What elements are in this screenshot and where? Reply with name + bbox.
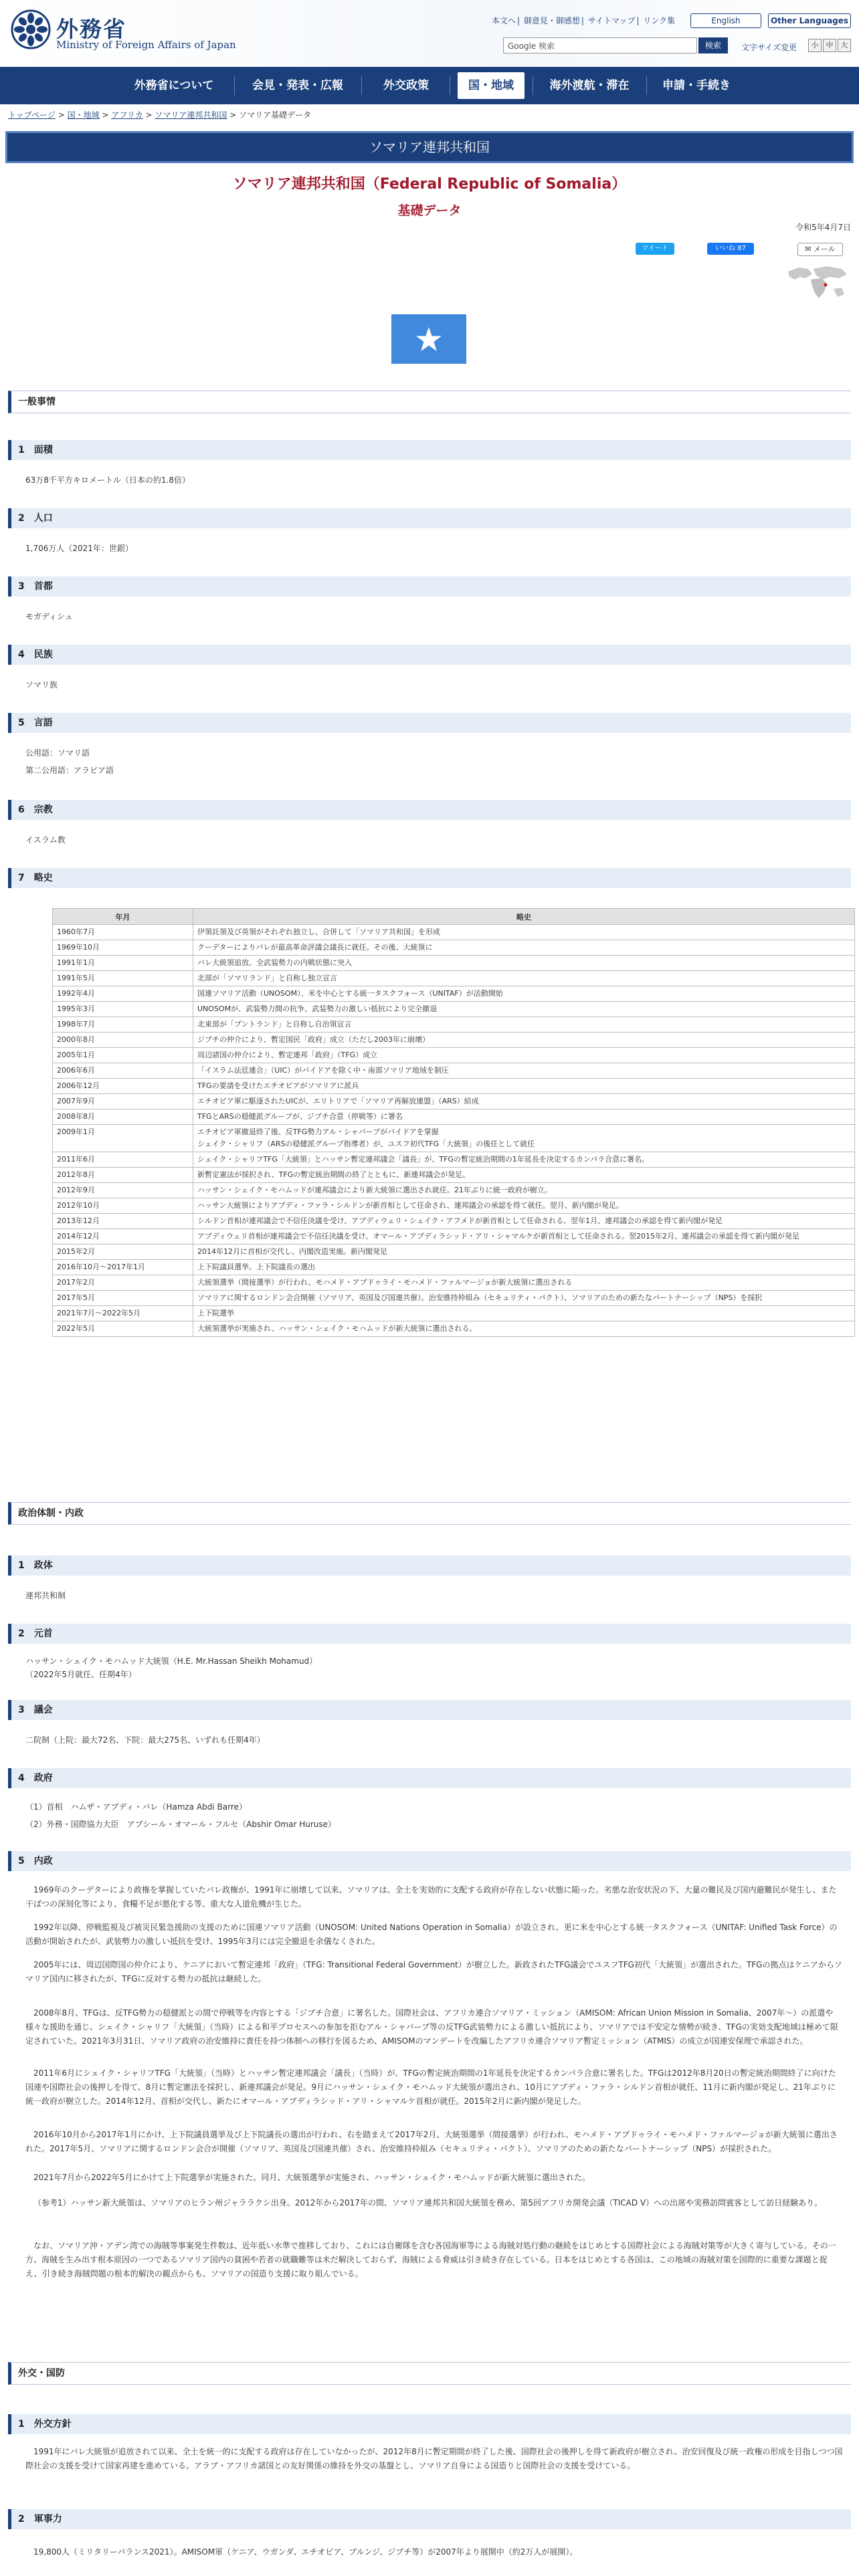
history-event-cell: ソマリアに関するロンドン会合開催（ソマリア、英国及び国連共催）。治安維持枠組み（セキュリティ・パクト）、ソマリアのための新たなパートナーシップ（NPS）を採択 xyxy=(193,1291,855,1306)
language-official-text: 公用語：ソマリ語 xyxy=(25,748,90,758)
utility-links: 本文へ | 御意見・御感想 | サイトマップ | リンク集 xyxy=(492,16,676,25)
utility-link-links[interactable]: リンク集 xyxy=(643,16,676,25)
history-date-cell: 2000年8月 xyxy=(53,1033,193,1048)
head-of-state-term: （2022年5月就任、任期4年） xyxy=(25,1670,136,1679)
breadcrumb-regions[interactable]: 国・地域 xyxy=(67,110,100,120)
subsection-capital: 3 首都 xyxy=(8,576,851,597)
government-fm: （2）外務・国際協力大臣 アブシール・オマール・フルセ（Abshir Omar Huruse） xyxy=(25,1820,337,1829)
utility-link-skip[interactable]: 本文へ xyxy=(492,16,516,25)
history-date-cell: 2016年10月～2017年1月 xyxy=(53,1260,193,1275)
history-event-cell: TFGの要請を受けたエチオピアがソマリアに派兵 xyxy=(193,1079,855,1094)
history-row xyxy=(53,1291,855,1306)
site-title-jp[interactable]: 外務省 xyxy=(56,16,126,42)
history-row xyxy=(53,925,855,940)
history-row xyxy=(53,1094,855,1109)
mail-label: メール xyxy=(813,245,836,253)
section-general: 一般事情 xyxy=(8,391,851,413)
history-row xyxy=(53,1152,855,1168)
global-nav xyxy=(0,67,859,104)
history-row xyxy=(53,1275,855,1291)
history-row xyxy=(53,1048,855,1063)
capital-text: モガディシュ xyxy=(25,612,73,621)
history-event-cell: ハッサン大統領によりアブディ・ファラ・シルドンが新首相として任命され、連邦議会の承認を得て就任。翌月、新内閣が発足。 xyxy=(193,1198,855,1214)
history-date-cell: 2008年8月 xyxy=(53,1109,193,1125)
africa-location-map-icon xyxy=(785,262,850,302)
history-row xyxy=(53,1306,855,1321)
search-input[interactable]: Google 検索 xyxy=(503,37,697,53)
history-row xyxy=(53,1125,855,1152)
nav-procedures[interactable]: 申請・手続き xyxy=(662,79,731,92)
breadcrumb-somalia[interactable]: ソマリア連邦共和国 xyxy=(155,110,227,120)
utility-link-feedback[interactable]: 御意見・御感想 xyxy=(523,16,580,25)
history-row xyxy=(53,1321,855,1337)
history-event-cell: 北東部が「プントランド」と自称し自治領宣言 xyxy=(193,1017,855,1033)
somalia-flag xyxy=(391,314,466,364)
history-row xyxy=(53,1033,855,1048)
history-row xyxy=(53,940,855,956)
government-pm: （1）首相 ハムザ・アブディ・バレ（Hamza Abdi Barre） xyxy=(25,1802,247,1812)
domestic-paragraph: 2011年6月にシェイク・シャリフTFG「大統領」（当時）とハッサン暫定連邦議会「議長」（当時）が、TFGの暫定統治期間の1年延長を決定するカンパラ合意に署名した。TFGは2012年8月20日の暫定統治期間終了に向けた国連や国際社会の後押しを得て、8月に暫定憲法を採択し、新連邦議会が発足。9月にハッサン・シェイク・モハムッド大統領が選出され、10月にアブディ・ファラ・シルドン首相が就任、11月に新内閣が発足し、21年ぶりに統一政府が樹立した。2014年12月、首相が交代し、新たにオマール・アブディラシッド・アリ・シャマルケ首相が就任。2015年2月に新内閣が発足した。 xyxy=(25,2068,836,2106)
history-event-cell: UNOSOMが、武装勢力間の抗争、武装勢力の激しい抵抗により完全撤退 xyxy=(193,1002,855,1017)
main-heading: ソマリア連邦共和国（Federal Republic of Somalia） xyxy=(232,176,627,193)
history-row xyxy=(53,1214,855,1229)
history-date-cell: 1998年7月 xyxy=(53,1017,193,1033)
flag-star-icon xyxy=(415,326,442,352)
area-text: 63万8千平方キロメートル（日本の約1.8倍） xyxy=(25,475,190,485)
other-languages-button[interactable]: Other Languages xyxy=(768,13,851,28)
font-size-large-button[interactable]: 大 xyxy=(838,39,851,52)
history-date-cell: 2017年5月 xyxy=(53,1291,193,1306)
domestic-paragraph: （参考1）ハッサン新大統領は、ソマリアのヒラン州ジャララクシ出身。2012年から2017年の間、ソマリア連邦共和国大統領を務め、第5回アフリカ開発会議（TICAD V）への出席や実務訪問賓客として訪日経験あり。 xyxy=(33,2198,823,2208)
history-event-cell: クーデターによりバレが最高革命評議会議長に就任。その後、大統領に xyxy=(193,940,855,956)
subsection-military: 2 軍事力 xyxy=(8,2509,851,2529)
head-of-state-text: ハッサン・シェイク・モハムッド大統領（H.E. Mr.Hassan Sheikh Mohamud） xyxy=(25,1656,318,1666)
subsection-history: 7 略史 xyxy=(8,868,851,888)
nav-regions[interactable]: 国・地域 xyxy=(458,72,524,99)
language-second-text: 第二公用語：アラビア語 xyxy=(25,766,114,775)
polity-text: 連邦共和制 xyxy=(25,1591,66,1600)
foreign-policy-text: 1991年にバレ大統領が追放されて以来、全土を統一的に支配する政府は存在していなかったが、2012年8月に暫定期間が終了した後、国際社会の後押しを得て新政府が樹立され、治安回復及び統一政権の形成を目指しつつ国際社会の支援を受けて国家再建を進めている。アラブ・アフリカ諸国との友好関係の維持を外交の基盤とし、ソマリア自身による国造りと国際社会の支援を受けている。 xyxy=(25,2447,843,2470)
history-date-cell: 2006年12月 xyxy=(53,1079,193,1094)
breadcrumb-top[interactable]: トップページ xyxy=(8,110,56,120)
subsection-government: 4 政府 xyxy=(8,1768,851,1788)
nav-policy[interactable]: 外交政策 xyxy=(383,79,429,92)
facebook-like-button[interactable]: いいね 87 xyxy=(707,243,754,255)
history-date-cell: 1969年10月 xyxy=(53,940,193,956)
history-event-cell: 上下院選挙 xyxy=(193,1306,855,1321)
history-date-cell: 2015年2月 xyxy=(53,1245,193,1260)
history-row xyxy=(53,1198,855,1214)
history-row xyxy=(53,1168,855,1183)
history-header-date: 年月 xyxy=(53,909,193,925)
breadcrumb-africa[interactable]: アフリカ xyxy=(111,110,143,120)
subsection-religion: 6 宗教 xyxy=(8,800,851,820)
history-event-cell: 国連ソマリア活動（UNOSOM）、米を中心とする統一タスクフォース（UNITAF）が活動開始 xyxy=(193,986,855,1002)
history-row xyxy=(53,1229,855,1245)
section-diplomacy: 外交・国防 xyxy=(8,2362,851,2385)
breadcrumb-current: ソマリア基礎データ xyxy=(239,110,312,120)
twitter-share-button[interactable]: ツイート xyxy=(636,243,674,255)
breadcrumb: トップページ > 国・地域 > アフリカ > ソマリア連邦共和国 > ソマリア基礎データ xyxy=(8,110,312,120)
history-date-cell: 2006年6月 xyxy=(53,1063,193,1079)
history-event-cell: ジブチの仲介により、暫定国民「政府」成立（ただし2003年に崩壊） xyxy=(193,1033,855,1048)
history-date-cell: 2011年6月 xyxy=(53,1152,193,1168)
history-event-cell: 新暫定憲法が採択され、TFGの暫定統治期間の終了とともに、新連邦議会が発足。 xyxy=(193,1168,855,1183)
history-date-cell: 2021年7月～2022年5月 xyxy=(53,1306,193,1321)
history-event-cell: 上下院議員選挙。上下院議長の選出 xyxy=(193,1260,855,1275)
site-header xyxy=(0,0,859,67)
history-row xyxy=(53,986,855,1002)
nav-about[interactable]: 外務省について xyxy=(134,79,214,92)
domestic-paragraph: 1969年のクーデターにより政権を掌握していたバレ政権が、1991年に崩壊して以来、ソマリアは、全土を実効的に支配する政府が存在しない状態に陥った。劣悪な治安状況の下、大量の難民及び国内避難民が発生し、また干ばつの深刻化等により、食糧不足が悪化する等、重大な人道危機が生じた。 xyxy=(25,1885,837,1909)
nav-press[interactable]: 会見・発表・広報 xyxy=(252,79,343,92)
history-table xyxy=(52,908,855,1337)
history-row xyxy=(53,1109,855,1125)
update-date: 令和5年4月7日 xyxy=(795,223,851,232)
history-row xyxy=(53,1063,855,1079)
section-politics: 政治体制・内政 xyxy=(8,1502,851,1525)
history-date-cell: 1991年5月 xyxy=(53,971,193,986)
domestic-paragraph: 2008年8月、TFGは、反TFG勢力の穏健派との間で停戦等を内容とする「ジブチ合意」に署名した。国際社会は、アフリカ連合ソマリア・ミッション（AMISOM: African Union Mission in Somalia、2007年～）の派遣や様々な援助を通じ、シェイク・シャリフ「大統領」（当時）による和平プロセスへの参加を拒むアル・シャバーブ等の反TFG武装勢力による激しい抵抗により、ソマリアでは不安定な情勢が続き、TFGの実効支配地域は極めて限定されていた。2021年3月31日、ソマリア政府の治安維持に責任を持つ体制への移行を図るため、AMISOMのマンデートを改編したアフリカ連合ソマリア暫定ミッション（ATMIS）の成立が国連安保理で承認された。 xyxy=(25,2008,838,2046)
history-date-cell: 2005年1月 xyxy=(53,1048,193,1063)
subsection-language: 5 言語 xyxy=(8,713,851,733)
domestic-paragraph: 2021年7月から2022年5月にかけて上下院選挙が実施された。同月、大統領選挙が実施され、ハッサン・シェイク・モハムッドが新大統領に選出された。 xyxy=(33,2173,590,2182)
history-date-cell: 2009年1月 xyxy=(53,1125,193,1152)
history-date-cell: 1995年3月 xyxy=(53,1002,193,1017)
history-date-cell: 2007年9月 xyxy=(53,1094,193,1109)
history-event-cell: 北部が「ソマリランド」と自称し独立宣言 xyxy=(193,971,855,986)
font-size-label: 文字サイズ変更 xyxy=(741,43,797,52)
history-date-cell: 2017年2月 xyxy=(53,1275,193,1291)
mail-button[interactable]: ✉ メール xyxy=(797,243,843,256)
history-header-event: 略史 xyxy=(193,909,855,925)
history-date-cell: 2022年5月 xyxy=(53,1321,193,1337)
ethnic-text: ソマリ族 xyxy=(25,680,58,689)
subsection-ethnic: 4 民族 xyxy=(8,645,851,665)
history-event-cell: 2014年12月に首相が交代し、内閣改造実施。新内閣発足 xyxy=(193,1245,855,1260)
history-event-cell: シルドン首相が連邦議会で不信任決議を受け、アブディウェリ・シェイク・アフメドが新首相として任命される。翌年1月、連邦議会の承認を得て新内閣が発足 xyxy=(193,1214,855,1229)
sub-heading: 基礎データ xyxy=(397,203,462,218)
history-date-cell: 2014年12月 xyxy=(53,1229,193,1245)
history-event-cell: ハッサン・シェイク・モハムッドが連邦議会により新大統領に選出され就任。21年ぶりに統一政府が樹立。 xyxy=(193,1183,855,1198)
history-event-cell: 大統領選挙（間接選挙）が行われ、モハメド・アブドゥライ・モハメド・ファルマージョが新大統領に選出される xyxy=(193,1275,855,1291)
history-date-cell: 1991年1月 xyxy=(53,956,193,971)
subsection-head-of-state: 2 元首 xyxy=(8,1624,851,1644)
domestic-paragraph: 1992年以降、停戦監視及び被災民緊急援助の支援のために国連ソマリア活動（UNOSOM: United Nations Operation in Somalia）が設立され、更に米を中心とする統一タスクフォース（UNITAF: Unified Task Force）の活動が開始されたが、武装勢力の激しい抵抗を受け、1995年3月には完全撤退を余儀なくされた。 xyxy=(25,1923,838,1946)
history-row xyxy=(53,1245,855,1260)
history-event-cell: 伊領託領及び英領がそれぞれ独立し、合併して「ソマリア共和国」を形成 xyxy=(193,925,855,940)
history-date-cell: 1992年4月 xyxy=(53,986,193,1002)
history-row xyxy=(53,956,855,971)
subsection-population: 2 人口 xyxy=(8,508,851,528)
subsection-foreign-policy: 1 外交方針 xyxy=(8,2414,851,2434)
subsection-area: 1 面積 xyxy=(8,440,851,460)
history-date-cell: 2012年8月 xyxy=(53,1168,193,1183)
history-event-cell: 周辺諸国の仲介により、暫定連邦「政府」（TFG）成立 xyxy=(193,1048,855,1063)
subsection-parliament: 3 議会 xyxy=(8,1700,851,1720)
font-size-small-button[interactable]: 小 xyxy=(808,39,822,52)
subsection-polity: 1 政体 xyxy=(8,1555,851,1576)
history-row xyxy=(53,1017,855,1033)
page-title: ソマリア連邦共和国 xyxy=(369,139,490,155)
history-row xyxy=(53,1002,855,1017)
population-text: 1,706万人（2021年：世銀） xyxy=(25,544,133,553)
parliament-text: 二院制（上院：最大72名、下院：最大275名、いずれも任期4年） xyxy=(25,1735,265,1745)
nav-travel[interactable]: 海外渡航・滞在 xyxy=(549,79,630,92)
domestic-paragraph: 2016年10月から2017年1月にかけ、上下院議員選挙及び上下院議長の選出が行われ、右を踏まえて2017年2月、大統領選挙（間接選挙）が行われ、モハメド・アブドゥライ・モハメド・ファルマージョが新大統領に選出された。2017年5月、ソマリアに関するロンドン会合が開催（ソマリア、英国及び国連共催）され、治安維持枠組み（セキュリティ・パクト）、ソマリアのための新たなパートナーシップ（NPS）が採択された。 xyxy=(25,2130,838,2153)
history-event-cell: アブディウェリ首相が連邦議会で不信任決議を受け、オマール・アブディラシッド・アリ・シャマルケが新首相として任命される。翌2015年2月、連邦議会の承認を得て新内閣が発足 xyxy=(193,1229,855,1245)
history-event-cell: 「イスラム法廷連合」（UIC）がバイドアを除く中・南部ソマリア地域を制圧 xyxy=(193,1063,855,1079)
history-row xyxy=(53,971,855,986)
history-event-cell: 大統領選挙が実施され、ハッサン・シェイク・モハムッドが新大統領に選出される。 xyxy=(193,1321,855,1337)
domestic-paragraph: 2005年には、周辺国際国の仲介により、ケニアにおいて暫定連邦「政府」（TFG: Transitional Federal Government）が樹立した。新政されたTFG議会でユスフTFG初代「大統領」が選出された。TFGの拠点はケニアからソマリア国内に移されたが、TFGに反対する勢力の抵抗は継続した。 xyxy=(25,1960,842,1983)
subsection-domestic: 5 内政 xyxy=(8,1851,851,1871)
history-date-cell: 2012年9月 xyxy=(53,1183,193,1198)
english-button[interactable]: English xyxy=(690,13,761,28)
mofa-logo-icon[interactable] xyxy=(11,9,51,49)
font-size-medium-button[interactable]: 中 xyxy=(823,39,836,52)
religion-text: イスラム教 xyxy=(25,835,66,845)
page-title-bar xyxy=(5,131,854,163)
history-date-cell: 1960年7月 xyxy=(53,925,193,940)
history-event-cell: TFGとARSの穏健派グループが、ジブチ合意（停戦等）に署名 xyxy=(193,1109,855,1125)
history-date-cell: 2012年10月 xyxy=(53,1198,193,1214)
site-title-en[interactable]: Ministry of Foreign Affairs of Japan xyxy=(56,39,236,51)
search-button[interactable]: 検索 xyxy=(698,37,728,53)
history-event-cell: エチオピア軍撤退終了後、反TFG勢力アル・シャバーブがバイドアを掌握 シェイク・シャリフ（ARSの穏健派グループ指導者）が、ユスフ初代TFG「大統領」の後任として就任 xyxy=(193,1125,855,1152)
domestic-paragraph: なお、ソマリア沖・アデン湾での海賊等事案発生件数は、近年低い水準で推移しており、これには自衛隊を含む各国海軍等による海賊対処行動の継続をはじめとする国際社会による海賊対策等が大きく寄与している。その一方、海賊を生み出す根本原因の一つであるソマリア国内の貧困や若者の就職難等は未だ解決しておらず、海賊による脅威は引き続き存在している。日本をはじめとする各国は、この地域の海賊対策を国際的に重要な課題と捉え、引き続き海賊問題の根本的解決の観点からも、ソマリアの国造り支援に取り組んでいる。 xyxy=(25,2241,836,2278)
utility-link-sitemap[interactable]: サイトマップ xyxy=(587,16,636,25)
history-row xyxy=(53,1183,855,1198)
history-event-cell: バレ大統領追放。全武装勢力の内戦状態に突入 xyxy=(193,956,855,971)
military-text: 19,800人（ミリタリーバランス2021）。AMISOM軍（ケニア、ウガンダ、エチオピア、ブルンジ、ジブチ等）が2007年より展開中（約2万人が展開）。 xyxy=(33,2547,578,2557)
history-event-cell: エチオピア軍に駆逐されたUICが、エリトリアで「ソマリア再解放連盟」（ARS）結成 xyxy=(193,1094,855,1109)
history-row xyxy=(53,1260,855,1275)
history-row xyxy=(53,1079,855,1094)
history-event-cell: シェイク・シャリフTFG「大統領」とハッサン暫定連邦議会「議長」が、TFGの暫定統治期間の1年延長を決定するカンパラ合意に署名。 xyxy=(193,1152,855,1168)
history-date-cell: 2013年12月 xyxy=(53,1214,193,1229)
